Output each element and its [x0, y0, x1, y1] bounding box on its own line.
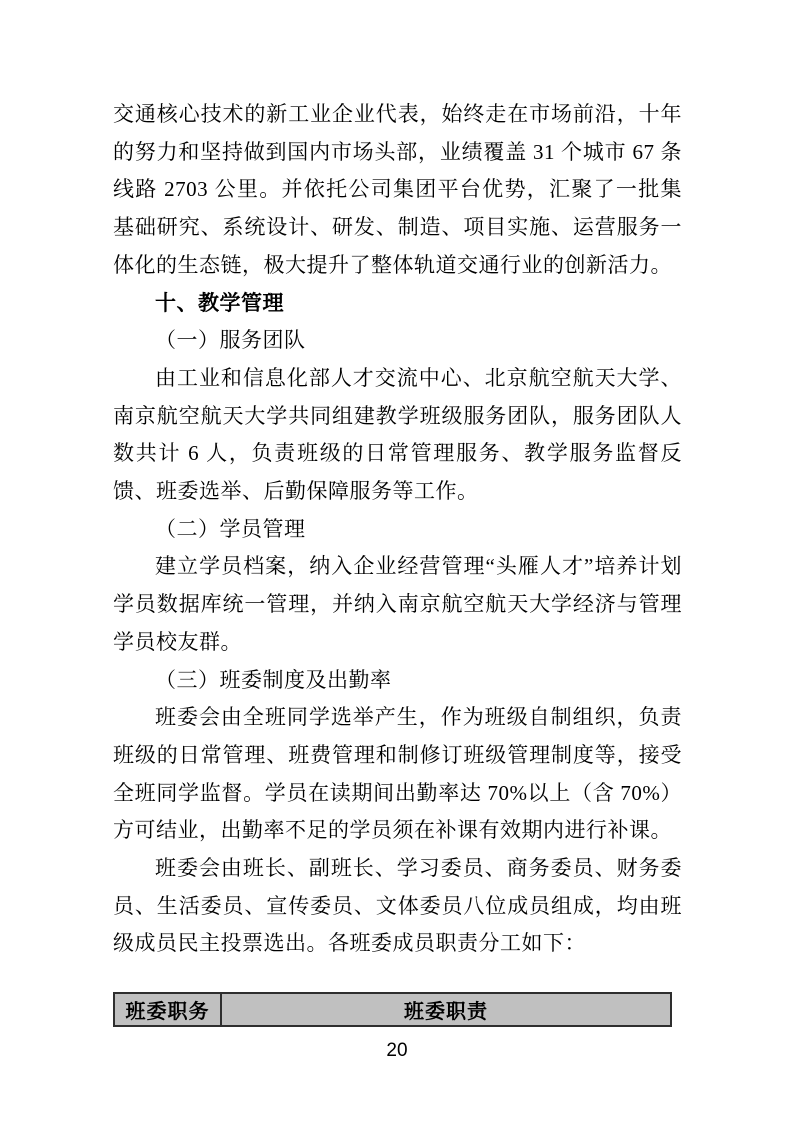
- document-body: [113, 96, 682, 1027]
- committee-table-header-row: [114, 993, 671, 1026]
- committee-duty-header: 班委职责: [221, 993, 671, 1026]
- subsection-2-paragraph: 建立学员档案，纳入企业经营管理“头雁人才”培养计划学员数据库统一管理，并纳入南京航空航天大学经济与管理学员校友群。: [113, 554, 682, 654]
- intro-paragraph: 交通核心技术的新工业企业代表，始终走在市场前沿，十年的努力和坚持做到国内市场头部，业绩覆盖 31 个城市 67 条线路 2703 公里。并依托公司集团平台优势，汇聚了一批集基础研究、系统设计、研发、制造、项目实施、运营服务一体化的生态链，极大提升了整体轨道交通行业的创新活力。: [113, 102, 682, 277]
- subsection-3-title: （三）班委制度及出勤率: [155, 667, 392, 692]
- subsection-3-paragraph-1: 班委会由全班同学选举产生，作为班级自制组织，负责班级的日常管理、班费管理和制修订班级管理制度等，接受全班同学监督。学员在读期间出勤率达 70%以上（含 70%）方可结业，出勤率不足的学员须在补课有效期内进行补课。: [113, 705, 682, 843]
- subsection-3-paragraph-2: 班委会由班长、副班长、学习委员、商务委员、财务委员、生活委员、宣传委员、文体委员八位成员组成，均由班级成员民主投票选出。各班委成员职责分工如下：: [113, 856, 682, 956]
- subsection-2-title: （二）学员管理: [155, 516, 306, 541]
- subsection-1-paragraph: 由工业和信息化部人才交流中心、北京航空航天大学、南京航空航天大学共同组建教学班级服务团队，服务团队人数共计 6 人，负责班级的日常管理服务、教学服务监督反馈、班委选举、后勤保障服务等工作。: [113, 365, 682, 504]
- section-heading: 十、教学管理: [155, 291, 284, 315]
- page-number: 20: [386, 1040, 408, 1061]
- subsection-1-title: （一）服务团队: [155, 328, 306, 353]
- committee-role-header: 班委职务: [114, 993, 221, 1026]
- committee-table: [113, 992, 672, 1027]
